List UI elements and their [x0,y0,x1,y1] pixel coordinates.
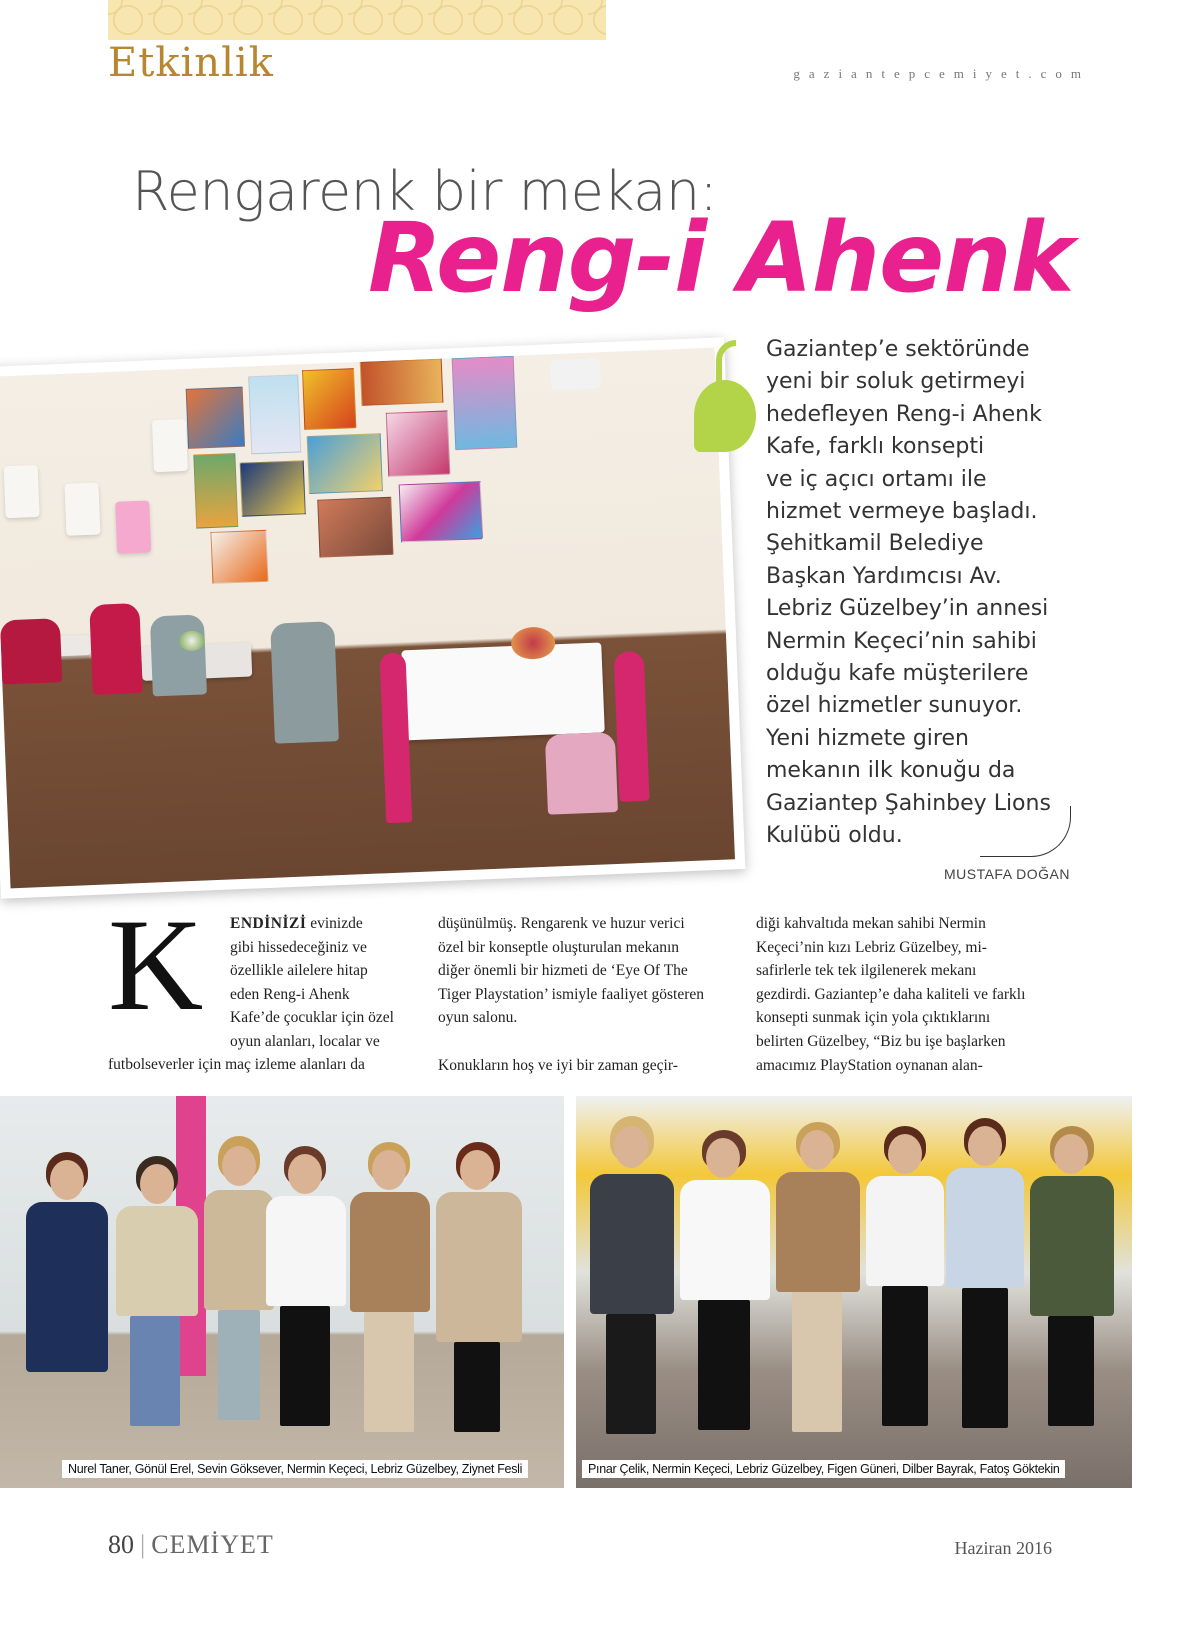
group-photo-left [0,1096,564,1488]
photo-caption-right: Pınar Çelik, Nermin Keçeci, Lebriz Güzelbey, Figen Güneri, Dilber Bayrak, Fatoş Göktekin [582,1460,1065,1478]
canvas-painting [386,410,451,476]
site-url: gaziantepcemiyet.com [793,66,1090,81]
jacket [590,1174,674,1314]
white-table [401,642,604,740]
canvas-painting [399,481,483,542]
red-armchair [0,618,62,684]
canvas-painting [360,359,444,406]
canvas-painting [248,374,301,454]
jacket [266,1196,346,1306]
blouse [866,1176,944,1286]
person [586,1116,676,1446]
drop-cap: K [108,891,204,1038]
trousers [882,1286,928,1426]
article-title-line2: Reng-i Ahenk [368,202,1074,314]
jacket [436,1192,522,1342]
wall-shelf [64,482,100,535]
person [110,1156,200,1446]
canvas-painting [240,460,306,517]
footer-left [108,1530,274,1560]
head [706,1138,740,1178]
lead-word: ENDİNİZİ [230,915,307,932]
jacket [680,1180,770,1300]
person [772,1122,862,1452]
head [50,1160,84,1200]
canvas-painting [193,453,238,529]
cardigan [946,1168,1024,1288]
person [20,1152,110,1442]
person [1026,1126,1116,1446]
trousers [218,1310,260,1420]
cafe-interior-scene [0,348,735,889]
head [614,1126,648,1168]
jacket [26,1202,108,1372]
canvas-painting [452,356,518,450]
head [800,1130,834,1170]
wall-shelf [115,500,151,553]
person [346,1142,430,1452]
canvas-painting [317,497,393,558]
security-camera [550,358,601,390]
head [460,1150,494,1190]
trousers [962,1288,1008,1428]
jacket [350,1192,430,1312]
magazine-name: CEMİYET [151,1530,274,1559]
wall-shelf [4,465,40,518]
hero-photo-cafe-interior [0,337,745,898]
trousers [364,1312,414,1432]
intro-paragraph: Gaziantep’e sektöründe yeni bir soluk getirmeyi hedefleyen Reng-i Ahenk Kafe, farklı konsepti ve iç açıcı ortamı ile hizmet vermeye başladı. Şehitkamil Belediye Başkan Yardımcısı Av. Lebriz Güzelbey’in annesi Nermin Keçeci’nin sahibi olduğu kafe müşterilere özel hizmetler sunuyor. Yeni hizmete giren mekanın ilk konuğu da Gaziantep Şahinbey Lions Kulübü oldu. [766,337,1051,849]
jeans [130,1316,180,1426]
page-number: 80 [108,1530,134,1559]
jacket [116,1206,198,1316]
head [222,1146,256,1186]
head [888,1134,922,1174]
canvas-painting [210,530,268,584]
column-1-text: evinizde gibi hissedeceğiniz ve özellikle ailelere hitap eden Reng-i Ahenk Kafe’de çocuklar için özel oyun alanları, localar ve [230,915,394,1050]
quote-mark-icon [694,380,756,452]
trousers [280,1306,330,1426]
canvas-painting [307,433,383,494]
section-label: Etkinlik [108,40,274,86]
person [942,1118,1026,1448]
trousers [606,1314,656,1434]
article-column-1 [230,912,420,1054]
wall-shelf [152,419,188,472]
pink-chair-seat [545,732,618,815]
trousers [792,1292,842,1432]
canvas-painting [186,387,245,449]
head [968,1126,1002,1166]
footer-separator: | [140,1530,146,1559]
article-column-1-last-line: futbolseverler için maç izleme alanları da [108,1056,365,1073]
trousers [1048,1316,1094,1426]
head [372,1150,406,1190]
person [262,1146,346,1446]
jacket [776,1172,860,1292]
head [288,1154,322,1194]
canvas-painting [302,368,356,430]
article-title-line1: Rengarenk bir mekan: [132,160,718,223]
article-column-3: diği kahvaltıda mekan sahibi Nermin Keçeci’nin kızı Lebriz Güzelbey, mi- safirlerle tek tek ilgilenerek mekanı gezdirdi. Gaziantep’e daha kaliteli ve farklı konsepti sunmak için yola çıktıklarını belirten Güzelbey, “Biz bu işe başlarken amacımız PlayStation oynanan alan- [756,915,1026,1074]
group-photo-right [576,1096,1132,1488]
red-armchair [89,603,143,695]
head [1054,1134,1088,1174]
jacket [1030,1176,1114,1316]
trousers [698,1300,750,1430]
pink-chair [614,651,650,802]
person [432,1142,522,1452]
grey-armchair [270,621,339,743]
issue-date: Haziran 2016 [954,1538,1052,1558]
trousers [454,1342,500,1432]
head [140,1164,174,1204]
person [862,1126,946,1446]
article-column-2: düşünülmüş. Rengarenk ve huzur verici özel bir konseptle oluşturulan mekanın diğer önemli bir hizmeti de ‘Eye Of The Tiger Playstation’ ismiyle faaliyet gösteren oyun salonu. Konukların hoş ve iyi bir zaman geçir- [438,915,705,1074]
grey-armchair [150,614,207,696]
decorative-pattern-band [108,0,606,40]
person [676,1130,772,1450]
author-byline: MUSTAFA DOĞAN [943,866,1070,882]
photo-caption-left: Nurel Taner, Gönül Erel, Sevin Göksever, Nermin Keçeci, Lebriz Güzelbey, Ziynet Fesli [62,1460,528,1478]
